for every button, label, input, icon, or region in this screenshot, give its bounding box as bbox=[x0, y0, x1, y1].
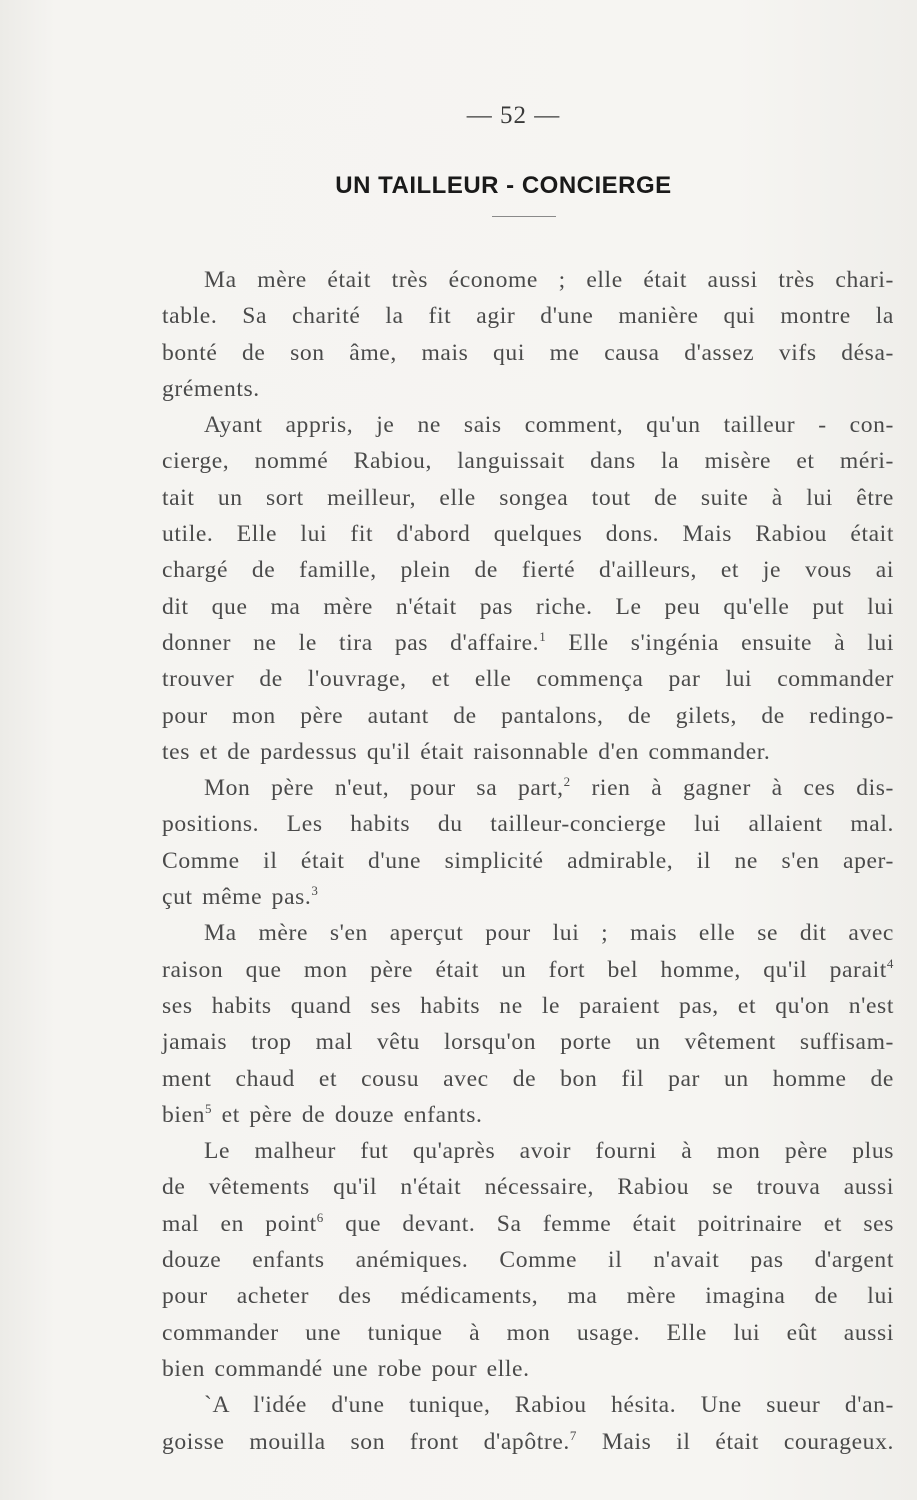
line-text: donner ne le tira pas d'affaire. bbox=[162, 629, 540, 656]
line-text: commander une tunique à mon usage. Elle lui eût aussi bbox=[162, 1319, 894, 1346]
text-line bbox=[162, 661, 894, 697]
text-line bbox=[162, 625, 894, 661]
text-line bbox=[162, 1133, 894, 1169]
line-text: pour mon père autant de pantalons, de gilets, de redingo- bbox=[162, 702, 894, 729]
line-text: ment chaud et cousu avec de bon fil par un homme de bbox=[162, 1065, 894, 1092]
line-text: Le malheur fut qu'après avoir fourni à mon père plus bbox=[204, 1138, 894, 1165]
line-text: Mon père n'eut, pour sa part, bbox=[204, 775, 564, 802]
line-text: dit que ma mère n'était pas riche. Le peu qu'elle put lui bbox=[162, 593, 894, 620]
line-text: positions. Les habits du tailleur-concierge lui allaient mal. bbox=[162, 811, 894, 838]
page-number: — 52 — bbox=[466, 102, 561, 129]
line-text: gréments. bbox=[162, 375, 260, 402]
line-text: de vêtements qu'il n'était nécessaire, Rabiou se trouva aussi bbox=[162, 1174, 894, 1201]
text-line bbox=[162, 1097, 894, 1133]
text-line bbox=[162, 516, 894, 552]
text-line bbox=[162, 1169, 894, 1205]
text-line bbox=[162, 698, 894, 734]
text-line bbox=[162, 1206, 894, 1242]
text-line bbox=[162, 1387, 894, 1423]
text-line bbox=[162, 371, 894, 407]
text-line bbox=[162, 335, 894, 371]
footnote-marker: 4 bbox=[886, 955, 894, 971]
text-line bbox=[162, 1424, 894, 1460]
line-text: bien commandé une robe pour elle. bbox=[162, 1355, 530, 1382]
line-text: bien bbox=[162, 1101, 206, 1128]
text-line bbox=[162, 1351, 894, 1387]
line-text: Comme il était d'une simplicité admirable, il ne s'en aper- bbox=[162, 847, 894, 874]
footnote-marker: 2 bbox=[563, 774, 571, 790]
text-line bbox=[162, 262, 894, 298]
line-text: tait un sort meilleur, elle songea tout de suite à lui être bbox=[162, 484, 894, 511]
line-text: cierge, nommé Rabiou, languissait dans la misère et méri- bbox=[162, 448, 894, 475]
text-line bbox=[162, 879, 894, 915]
text-line bbox=[162, 443, 894, 479]
footnote-marker: 6 bbox=[316, 1209, 324, 1225]
line-text: `A l'idée d'une tunique, Rabiou hésita. Une sueur d'an- bbox=[204, 1392, 894, 1419]
line-text-after-note: rien à gagner à ces dis- bbox=[570, 775, 894, 802]
line-text: Ma mère s'en aperçut pour lui ; mais elle se dit avec bbox=[204, 920, 894, 947]
line-text: Ayant appris, je ne sais comment, qu'un tailleur - con- bbox=[204, 412, 894, 439]
chapter-title: UN TAILLEUR - CONCIERGE bbox=[335, 172, 672, 199]
text-line bbox=[162, 1024, 894, 1060]
line-text: çut même pas. bbox=[162, 884, 312, 911]
line-text: goisse mouilla son front d'apôtre. bbox=[162, 1428, 570, 1455]
footnote-marker: 1 bbox=[539, 628, 547, 644]
body-text bbox=[162, 262, 894, 1460]
title-underline bbox=[492, 216, 556, 217]
line-text: douze enfants anémiques. Comme il n'avait pas d'argent bbox=[162, 1247, 894, 1274]
text-line bbox=[162, 1242, 894, 1278]
text-line bbox=[162, 298, 894, 334]
text-line bbox=[162, 1061, 894, 1097]
text-line bbox=[162, 407, 894, 443]
text-line bbox=[162, 770, 894, 806]
line-text: bonté de son âme, mais qui me causa d'assez vifs désa- bbox=[162, 339, 894, 366]
line-text: tes et de pardessus qu'il était raisonnable d'en commander. bbox=[162, 738, 771, 765]
footnote-marker: 5 bbox=[205, 1100, 213, 1116]
line-text-after-note: que devant. Sa femme était poitrinaire et ses bbox=[323, 1210, 894, 1237]
text-line bbox=[162, 1315, 894, 1351]
text-line bbox=[162, 988, 894, 1024]
line-text: chargé de famille, plein de fierté d'ailleurs, et je vous ai bbox=[162, 557, 894, 584]
line-text: utile. Elle lui fit d'abord quelques dons. Mais Rabiou était bbox=[162, 521, 894, 548]
line-text: table. Sa charité la fit agir d'une manière qui montre la bbox=[162, 303, 894, 330]
footnote-marker: 3 bbox=[311, 883, 319, 899]
line-text: ses habits quand ses habits ne le paraient pas, et qu'on n'est bbox=[162, 992, 894, 1019]
text-line bbox=[162, 734, 894, 770]
text-line bbox=[162, 480, 894, 516]
line-text-after-note: et père de douze enfants. bbox=[212, 1101, 483, 1128]
line-text: mal en point bbox=[162, 1210, 317, 1237]
text-line bbox=[162, 1278, 894, 1314]
text-line bbox=[162, 915, 894, 951]
line-text: raison que mon père était un fort bel homme, qu'il parait bbox=[162, 956, 887, 983]
text-line bbox=[162, 806, 894, 842]
line-text-after-note: Mais il était courageux. bbox=[577, 1428, 894, 1455]
line-text: pour acheter des médicaments, ma mère imagina de lui bbox=[162, 1283, 894, 1310]
text-line bbox=[162, 843, 894, 879]
text-line bbox=[162, 952, 894, 988]
line-text: jamais trop mal vêtu lorsqu'on porte un vêtement suffisam- bbox=[162, 1029, 894, 1056]
text-line bbox=[162, 589, 894, 625]
line-text-after-note: Elle s'ingénia ensuite à lui bbox=[546, 629, 894, 656]
text-line bbox=[162, 552, 894, 588]
footnote-marker: 7 bbox=[569, 1427, 578, 1443]
line-text: trouver de l'ouvrage, et elle commença par lui commander bbox=[162, 666, 894, 693]
line-text: Ma mère était très économe ; elle était aussi très chari- bbox=[204, 267, 894, 293]
